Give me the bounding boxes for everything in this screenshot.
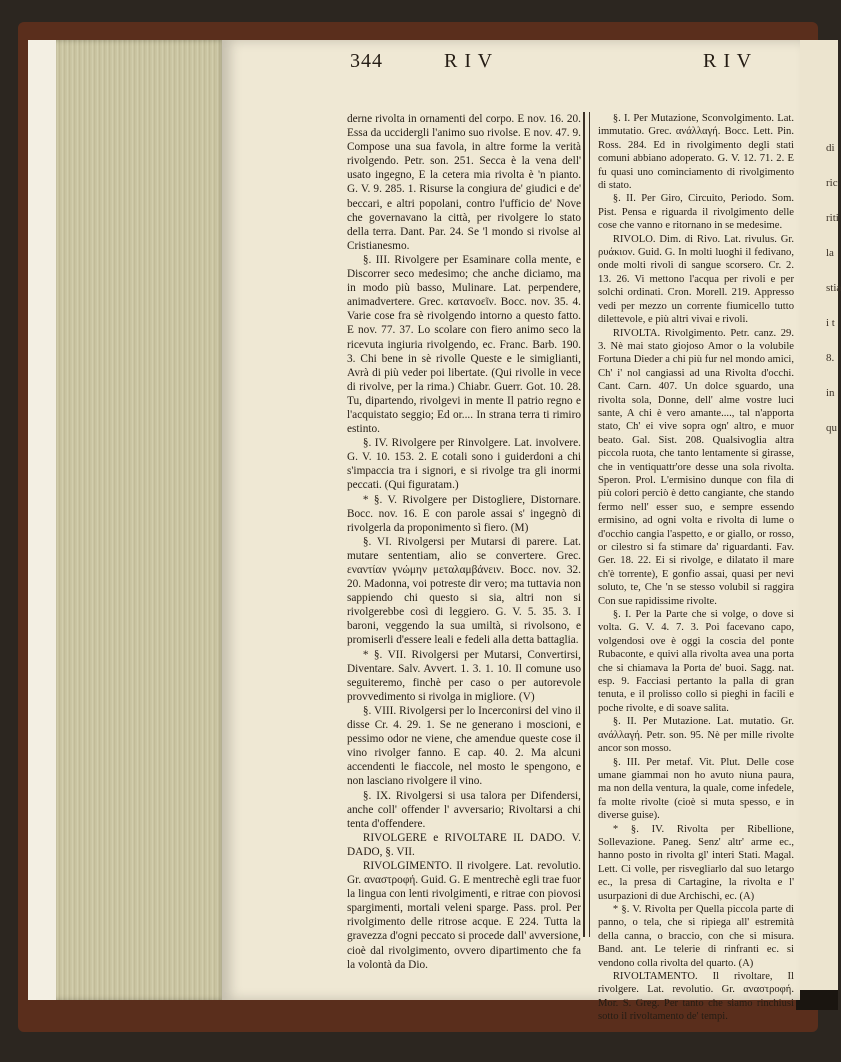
entry-paragraph: derne rivolta in ornamenti del corpo. E nov. 16. 20. Essa da uccidergli l'animo suo rivolse. E nov. 47. 9. Compose una sua favola, in altre forme la verità rivolgendo. Petr. son. 251. Secca è la vena dell' usato ingegno, E la cetera mia rivolta è 'n pianto. G. V. 9. 285. 1. Risurse la congiura de' giudici e de' beccari, e altri popolani, contro l'ufficio de' Nove che governavano la città, per rivolgere lo stato della terra. Dant. Par. 24. Se 'l mondo si rivolse al Cristianesmo.: [347, 113, 581, 252]
column-divider: [589, 112, 590, 937]
entry-paragraph: §. II. Per Mutazione. Lat. mutatio. Gr. ανάλλαγή. Petr. son. 95. Nè per mille rivolte ancor son mosso.: [598, 716, 794, 755]
right-page-fragment: di: [826, 142, 835, 154]
right-page-fragment: 8.: [826, 352, 835, 364]
entry-paragraph: RIVOLO. Dim. di Rivo. Lat. rivulus. Gr. ρυάκιον. Guid. G. In molti luoghi il fedivano, onde molti rivoli di sangue scorsero. Cr. 2. 13. 26. Vi mettono l'acqua per rivoli e per solchi ordinati. Cron. Morell. 219. Appresso vedi per mezzo un corrente fiumicello tutto dilettevole, e più altri vivai e rivoli.: [598, 233, 794, 326]
entry-paragraph: §. III. Per metaf. Vit. Plut. Delle cose umane giammai non ho avuto niuna paura, ma non della ventura, la quale, come infedele, fa molte rivolte (cioè si muta spesso, e in diverse guise).: [598, 756, 794, 822]
page-number: 344: [350, 50, 383, 72]
right-page-fragment: ric: [826, 177, 838, 189]
entry-paragraph: §. I. Per la Parte che si volge, o dove si volta. G. V. 4. 7. 3. Poi facevano capo, volgendosi ove è oggi la coscia del ponte Rubaconte, e quivi alla rivolta avea una porta che si chiamava la Porta de' buoi. Sagg. nat. esp. 9. Facciasi pertanto la palla di gran tenuta, e il prolisso collo si pieghi in facili e poche rivolte, e di soave salita.: [598, 609, 794, 714]
right-page-edge: [800, 40, 841, 990]
entry-paragraph: §. II. Per Giro, Circuito, Periodo. Som. Pist. Pensa e riguarda il rivolgimento delle cose che vanno e ritornano in se medesime.: [598, 193, 794, 232]
entry-paragraph: RIVOLTAMENTO. Il rivoltare, Il rivolgere. Lat. revolutio. Gr. αναστροφή. Mor. S. Greg. Per tanto che siamo rinchiusi sotto il rivoltamento de' tempi.: [598, 971, 794, 1023]
entry-paragraph: RIVOLGIMENTO. Il rivolgere. Lat. revolutio. Gr. αναστροφή. Guid. G. E mentrechè egli trae fuor la lingua con lenti rivolgimenti, e ritrae con piovosi spargimenti, mortali veleni sparge. Pass. prol. Per rivolgimento delle ritrose acque. E 224. Tutta la gravezza d'ogni peccato si procede dall' avversione, cioè dal rivolgimento, ovvero dipartimento che fa la volontà da Dio.: [347, 859, 581, 971]
entry-paragraph: * §. IV. Rivolta per Ribellione, Sollevazione. Paneg. Senz' altr' arme ec., hanno posto in rivolta gl' interi Stati. Magal. Lett. Ci volle, per risvegliarlo dal suo letargo ec., la presa di Cartagine, la rivolta e l' usurpazioni di due Archischi, ec. (A): [598, 823, 794, 902]
running-head-left: R I V: [444, 50, 494, 72]
entry-paragraph: §. VIII. Rivolgersi per lo Incerconirsi del vino il disse Cr. 4. 29. 1. Se ne generano i moscioni, e pessimo odor ne viene, che amendue queste cose il vino rivolger fanno. E cap. 40. 2. Ma alcuni accendenti le fiaccole, nel mosto le spengono, e non lasciano rivolgere il vino.: [347, 704, 581, 788]
right-page-fragment: in: [826, 387, 835, 399]
entry-paragraph: RIVOLTA. Rivolgimento. Petr. canz. 29. 3. Nè mai stato giojoso Amor o la volubile Fortuna Dieder a chi più fur nel mondo amici, Ch' i' nol cangiassi ad una Rivolta d'occhi. Cant. Carn. 407. Un dolce sguardo, una rivolta sola, Donne, dell' alme vostre luci sante, A chi è vero amante...., tal n'apporta stato, Ch' ei vive sopra ogn' altro, e muor beato. Gal. Sist. 208. Qualsivoglia altra piccola ruota, che tanto lentamente si girasse, che in ventiquattr'ore desse una sola rivolta. Speron. Prol. L'ermisino dunque con fila di più colori perciò è detto cangiante, che stando fermo nell' esser suo, e sempre essendo ermisino, ad ogni volta e rivolta di lume o d'occhio cangia l'aspetto, e or giallo, or rosso, or cilestro si fa stimare da' riguardanti. Fav. Ger. 18. 22. Ei si rivolge, e dilatato il mare ch'è torrente), E gonfio assai, quasi per nevi soluto, te, Che 'n se stesso volubil si raggira Con sue rapidissime rivolte.: [598, 327, 794, 607]
entry-paragraph: §. IX. Rivolgersi si usa talora per Difendersi, anche coll' offender l' avversario; Rivoltarsi a chi tenta d'offendere.: [347, 789, 581, 830]
page-stack-fore-edge: [56, 40, 226, 1000]
right-page-fragment: la: [826, 247, 834, 259]
right-text-column: [598, 112, 794, 1024]
column-divider: [583, 112, 585, 937]
entry-paragraph: §. III. Rivolgere per Esaminare colla mente, e Discorrer seco medesimo; che anche diciamo, ma in modo più basso, Mulinare. Lat. perpendere, animadvertere. Grec. καταvοεῖν. Bocc. nov. 35. 4. Varie cose fra sè rivolgendo intorno a questo fatto. E nov. 77. 37. Lo scolare con fiero animo seco la ricevuta ingiuria rivolgendo, ec. Franc. Barb. 190. 3. Chi bene in sè rivolle Queste e le simiglianti, Avrà di più veder poi libertate. (Qui rivolle in vece di rivolve, per la rima.) Chiabr. Guerr. Got. 10. 28. Tu, dipartendo, rivolgevi in mente Il patrio regno e l'acquistato seggio; Ed or.... In strana terra ti rimiro estinto.: [347, 253, 581, 436]
right-page-fragment: qu: [826, 422, 837, 434]
entry-paragraph: §. VI. Rivolgersi per Mutarsi di parere. Lat. mutare sententiam, alio se convertere. Grec. εναντίαν γνώμην μεταλαμβάνειν. Bocc. nov. 32. 20. Madonna, voi potreste dir vero; ma tuttavia non sappiendo chi questo si sia, altri non si rivolgerebbe così di leggiero. G. V. 5. 35. 3. I baroni, veggendo la sua umiltà, si rivolsono, e promiserli d'essere leali e fedeli alla detta battaglia.: [347, 535, 581, 647]
left-text-column: [347, 112, 581, 972]
entry-paragraph: * §. VII. Rivolgersi per Mutarsi, Convertirsi, Diventare. Salv. Avvert. 1. 3. 1. 10. Il comune uso seguiteremo, finchè per caso o per autorevole provvedimento si rivolga in migliore. (V): [347, 648, 581, 703]
right-page-fragment: stia: [826, 282, 841, 294]
right-page-fragment: i t: [826, 317, 835, 329]
entry-paragraph: * §. V. Rivolta per Quella piccola parte di panno, o tela, che si ripiega all' estremità della canna, o braccio, con che si misura. Band. ant. Le telerie di rinfranti ec. si vendono colla rivolta del quarto. (A): [598, 903, 794, 969]
entry-paragraph: §. IV. Rivolgere per Rinvolgere. Lat. involvere. G. V. 10. 153. 2. E cotali sono i guiderdoni a chi s'impaccia tra i signori, e si rivolge tra gli inormi peccati. (Qui figuratam.): [347, 437, 581, 492]
entry-paragraph: RIVOLGERE e RIVOLTARE IL DADO. V. DADO, §. VII.: [347, 831, 581, 858]
entry-paragraph: §. I. Per Mutazione, Sconvolgimento. Lat. immutatio. Grec. ανάλλαγή. Bocc. Lett. Pin. Ross. 284. Ed in rivolgimento degli stati comuni abbiano adoperato. G. V. 12. 71. 2. E fu quasi uno cominciamento di rivolgimento di stato.: [598, 113, 794, 192]
running-head-right: R I V: [703, 50, 753, 72]
right-page-fragment: riti: [826, 212, 839, 224]
entry-paragraph: * §. V. Rivolgere per Distogliere, Distornare. Bocc. nov. 16. E con parole assai s' ingegnò di rivolgerla da proponimento sì fiero. (M): [347, 493, 581, 534]
